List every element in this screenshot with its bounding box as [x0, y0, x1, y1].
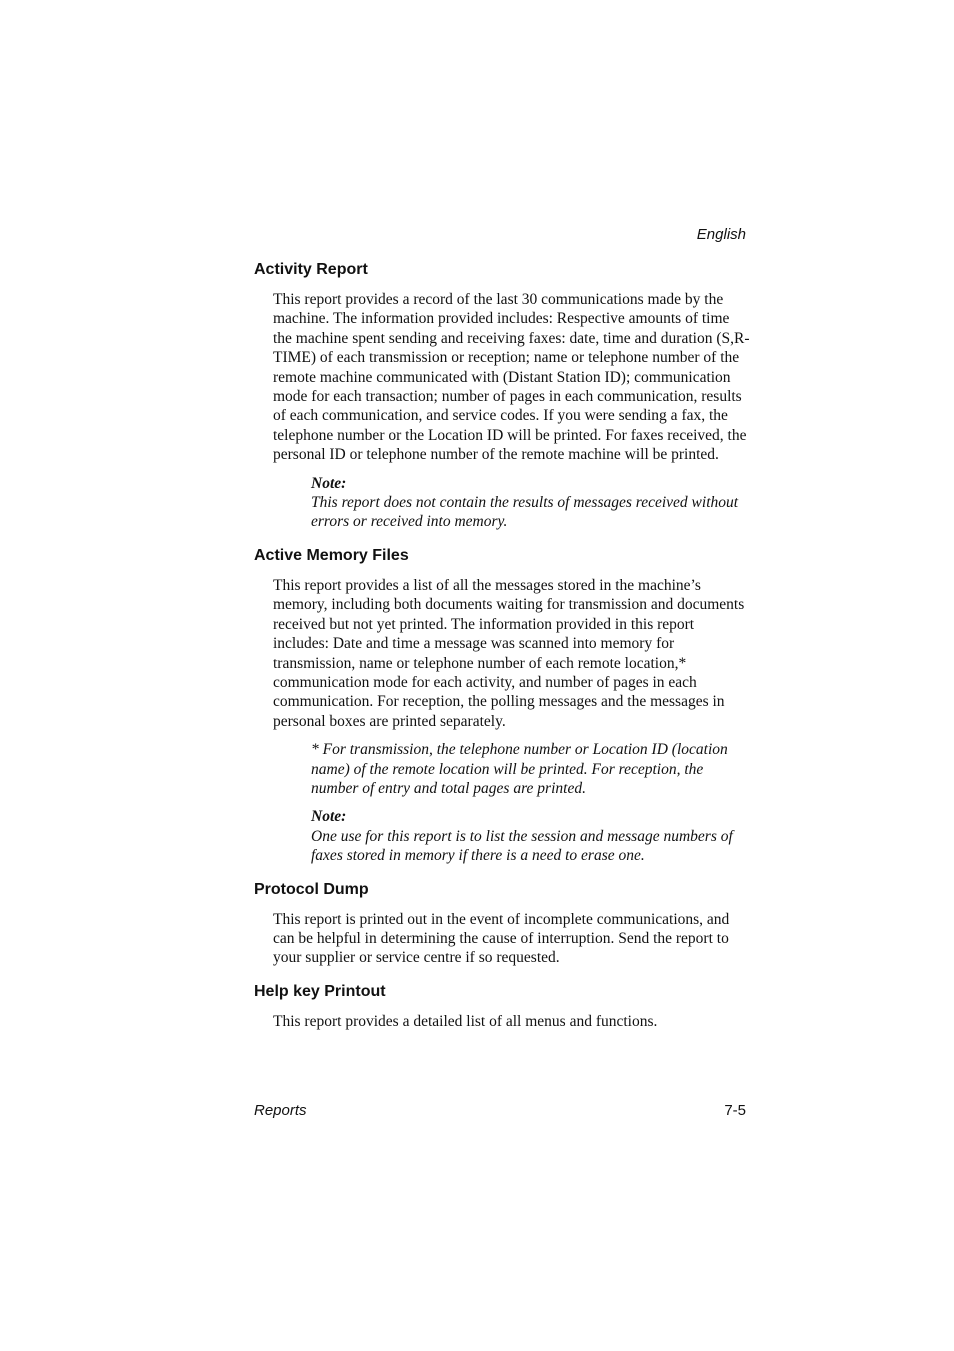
section-body: This report provides a list of all the messages stored in the machine’s memory, including both documents waiting for transmission and documents received but not yet printed. The information provided in this report includes: Date and time a message was scanned into memory for transmission, name or telephone number of each remote location,* communication mode for each activity, and number of pages in each communication. For reception, the polling messages and the messages in personal boxes are printed separately. [273, 576, 745, 730]
note-text: One use for this report is to list the session and message numbers of faxes stored in memory if there is a need to erase one. [311, 827, 733, 865]
section-title: Active Memory Files [254, 546, 409, 564]
section-title: Help key Printout [254, 982, 386, 1000]
section-protocol-dump [254, 880, 750, 968]
note-label: Note: [311, 474, 347, 492]
section-body: This report provides a detailed list of all menus and functions. [273, 1012, 658, 1030]
note-text: This report does not contain the results of messages received without errors or received into memory. [311, 494, 739, 531]
note [311, 807, 750, 865]
section-activity-report [254, 260, 750, 532]
header-language: English [696, 226, 746, 243]
footnote [311, 740, 750, 798]
document-body [254, 260, 750, 1045]
note [311, 474, 750, 532]
section-body: This report provides a record of the last 30 communications made by the machine. The information provided includes: Respective amounts of time the machine spent sending and receiving faxes: date, time and duration (S,R-TIME) of each transmission or reception; name or telephone number of the remote machine communicated with (Distant Station ID); communication mode for each transaction; number of pages in each communication, results of each communication, and service codes. If you were sending a fax, the telephone number or the Location ID will be printed. For faxes received, the personal ID or telephone number of the remote machine will be printed. [273, 291, 750, 464]
section-help-key-printout [254, 982, 750, 1031]
footnote-text: * For transmission, the telephone number or Location ID (location name) of the remote location will be printed. For reception, the number of entry and total pages are printed. [311, 741, 728, 797]
footer-page-number: 7-5 [724, 1102, 746, 1119]
note-label: Note: [311, 808, 347, 826]
footer-chapter: Reports [254, 1102, 307, 1119]
section-active-memory-files [254, 546, 750, 866]
section-title: Protocol Dump [254, 880, 369, 898]
section-title: Activity Report [254, 261, 368, 278]
section-body: This report is printed out in the event of incomplete communications, and can be helpful in determining the cause of interruption. Send the report to your supplier or service centre if so requested. [273, 910, 730, 967]
